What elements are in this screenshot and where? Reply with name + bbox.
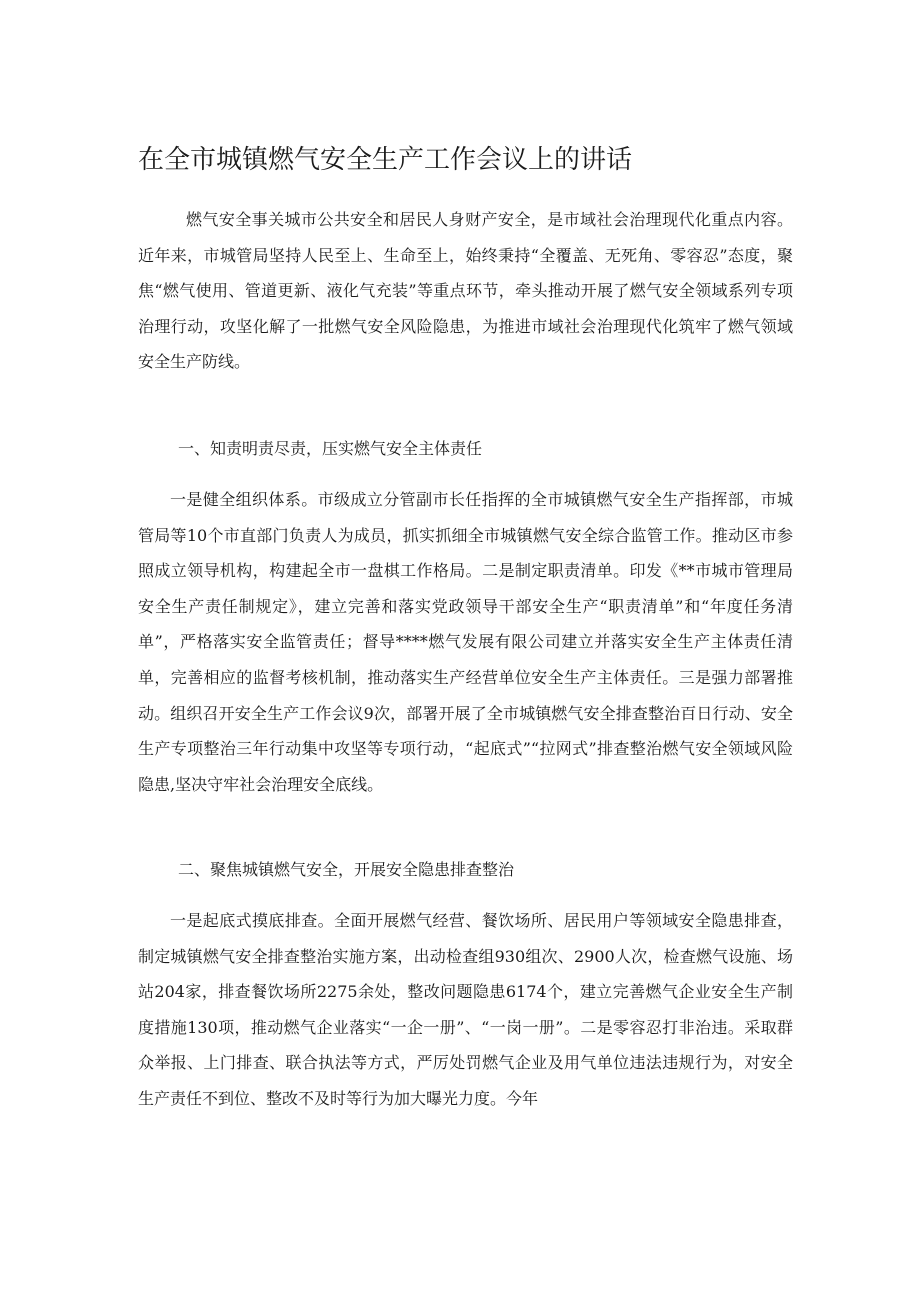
section-heading-2: 二、聚焦城镇燃气安全，开展安全隐患排查整治 [178, 860, 515, 879]
intro-paragraph: 燃气安全事关城市公共安全和居民人身财产安全，是市域社会治理现代化重点内容。近年来，市城管局坚持人民至上、生命至上，始终秉持“全覆盖、无死角、零容忍”态度，聚焦“燃气使用、管道更新、液化气充装”等重点环节，牵头推动开展了燃气安全领域系列专项治理行动，攻坚化解了一批燃气安全风险隐患，为推进市域社会治理现代化筑牢了燃气领域安全生产防线。 [138, 210, 793, 372]
section-1-paragraph: 一是健全组织体系。市级成立分管副市长任指挥的全市城镇燃气安全生产指挥部，市城管局等10个市直部门负责人为成员，抓实抓细全市城镇燃气安全综合监管工作。推动区市参照成立领导机构，构建起全市一盘棋工作格局。二是制定职责清单。印发《**市城市管理局安全生产责任制规定》，建立完善和落实党政领导干部安全生产“职责清单”和“年度任务清单”，严格落实安全监管责任；督导****燃气发展有限公司建立并落实安全生产主体责任清单，完善相应的监督考核机制，推动落实生产经营单位安全生产主体责任。三是强力部署推动。组织召开安全生产工作会议9次，部署开展了全市城镇燃气安全排查整治百日行动、安全生产专项整治三年行动集中攻坚等专项行动，“起底式”“拉网式”排查整治燃气安全领域风险隐患,坚决守牢社会治理安全底线。 [138, 490, 793, 794]
section-2-paragraph: 一是起底式摸底排查。全面开展燃气经营、餐饮场所、居民用户等领域安全隐患排查，制定城镇燃气安全排查整治实施方案，出动检查组930组次、2900人次，检查燃气设施、场站204家，排查餐饮场所2275余处，整改问题隐患6174个，建立完善燃气企业安全生产制度措施130项，推动燃气企业落实“一企一册”、“一岗一册”。二是零容忍打非治违。采取群众举报、上门排查、联合执法等方式，严厉处罚燃气企业及用气单位违法违规行为，对安全生产责任不到位、整改不及时等行为加大曝光力度。今年 [138, 911, 793, 1108]
section-heading-1: 一、知责明责尽责，压实燃气安全主体责任 [178, 439, 483, 458]
document-title: 在全市城镇燃气安全生产工作会议上的讲话 [138, 145, 633, 175]
